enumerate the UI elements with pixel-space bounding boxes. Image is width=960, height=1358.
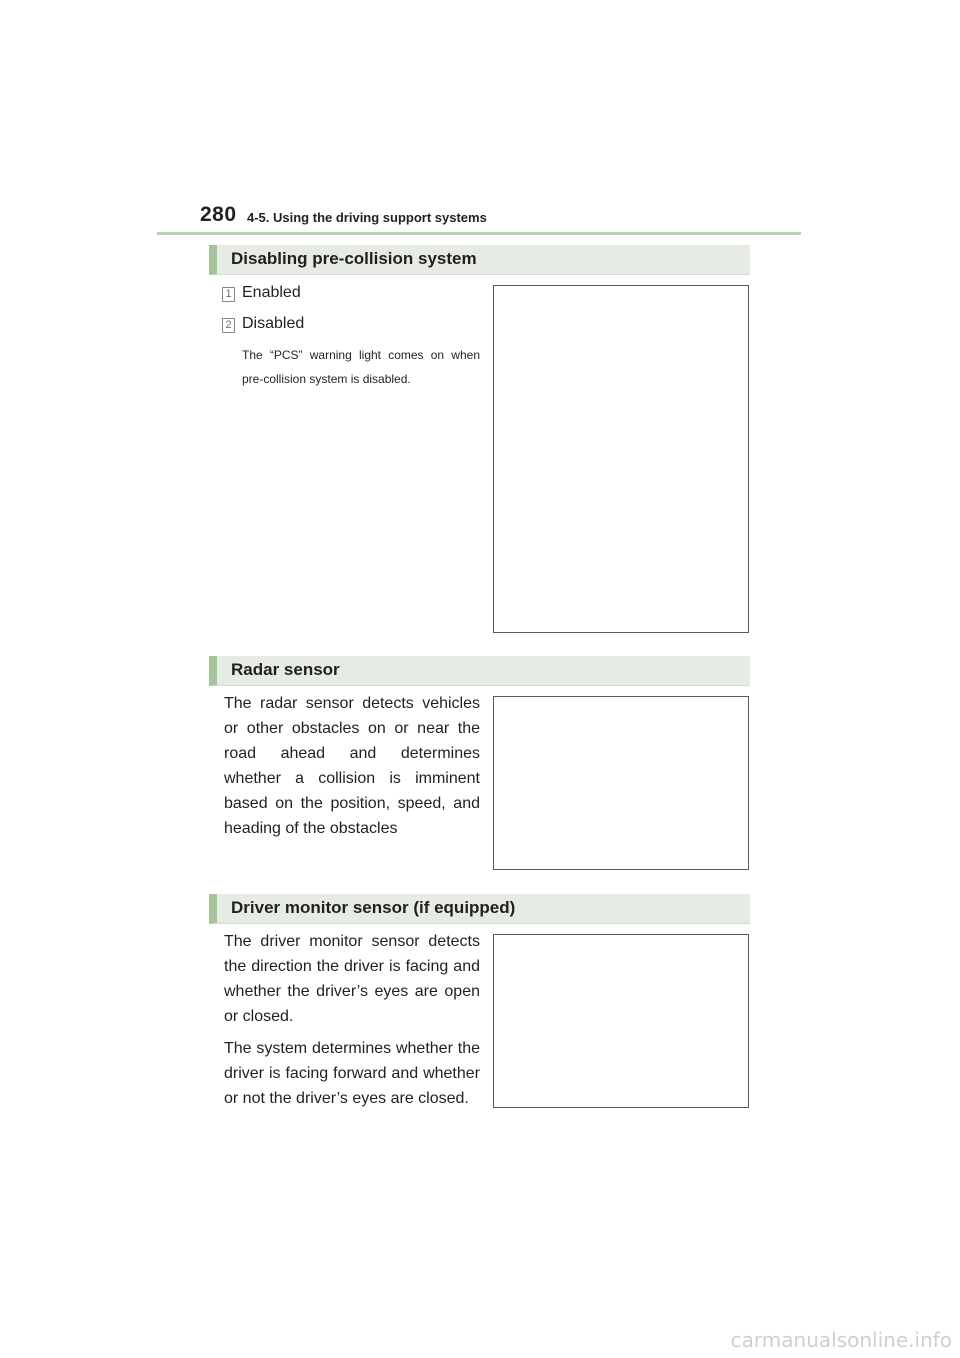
paragraph: The driver monitor sensor detects the direction the driver is facing and whether the driver’s eyes are open or closed.	[224, 933, 480, 1025]
pcs-note: The “PCS” warning light comes on when pre-collision system is disabled.	[242, 348, 480, 386]
option-enabled: Enabled	[242, 284, 301, 301]
figure-driver-monitor-sensor	[493, 934, 749, 1108]
number-marker-1-icon: 1	[222, 287, 235, 302]
watermark: carmanualsonline.info	[730, 1328, 952, 1352]
section-title: Disabling pre-collision system	[231, 249, 477, 268]
section-heading-driver-monitor	[209, 894, 750, 924]
radar-description: The radar sensor detects vehicles or other obstacles on or near the road ahead and determines whether a collision is imminent based on the position, speed, and heading of the obstacles	[224, 695, 480, 837]
page-number: 280	[200, 203, 237, 226]
section-heading-disabling	[209, 245, 750, 275]
paragraph: The system determines whether the driver is facing forward and whether or not the driver’s eyes are closed.	[224, 1040, 480, 1107]
section-title: Radar sensor	[231, 660, 340, 679]
figure-pcs-switch	[493, 285, 749, 633]
header-rule	[157, 232, 801, 235]
number-marker-2-icon: 2	[222, 318, 235, 333]
section-heading-radar	[209, 656, 750, 686]
section-title: Driver monitor sensor (if equipped)	[231, 898, 516, 917]
driver-monitor-description	[224, 929, 480, 1118]
section-path: 4-5. Using the driving support systems	[247, 210, 487, 225]
option-disabled: Disabled	[242, 315, 305, 332]
figure-radar-sensor	[493, 696, 749, 870]
